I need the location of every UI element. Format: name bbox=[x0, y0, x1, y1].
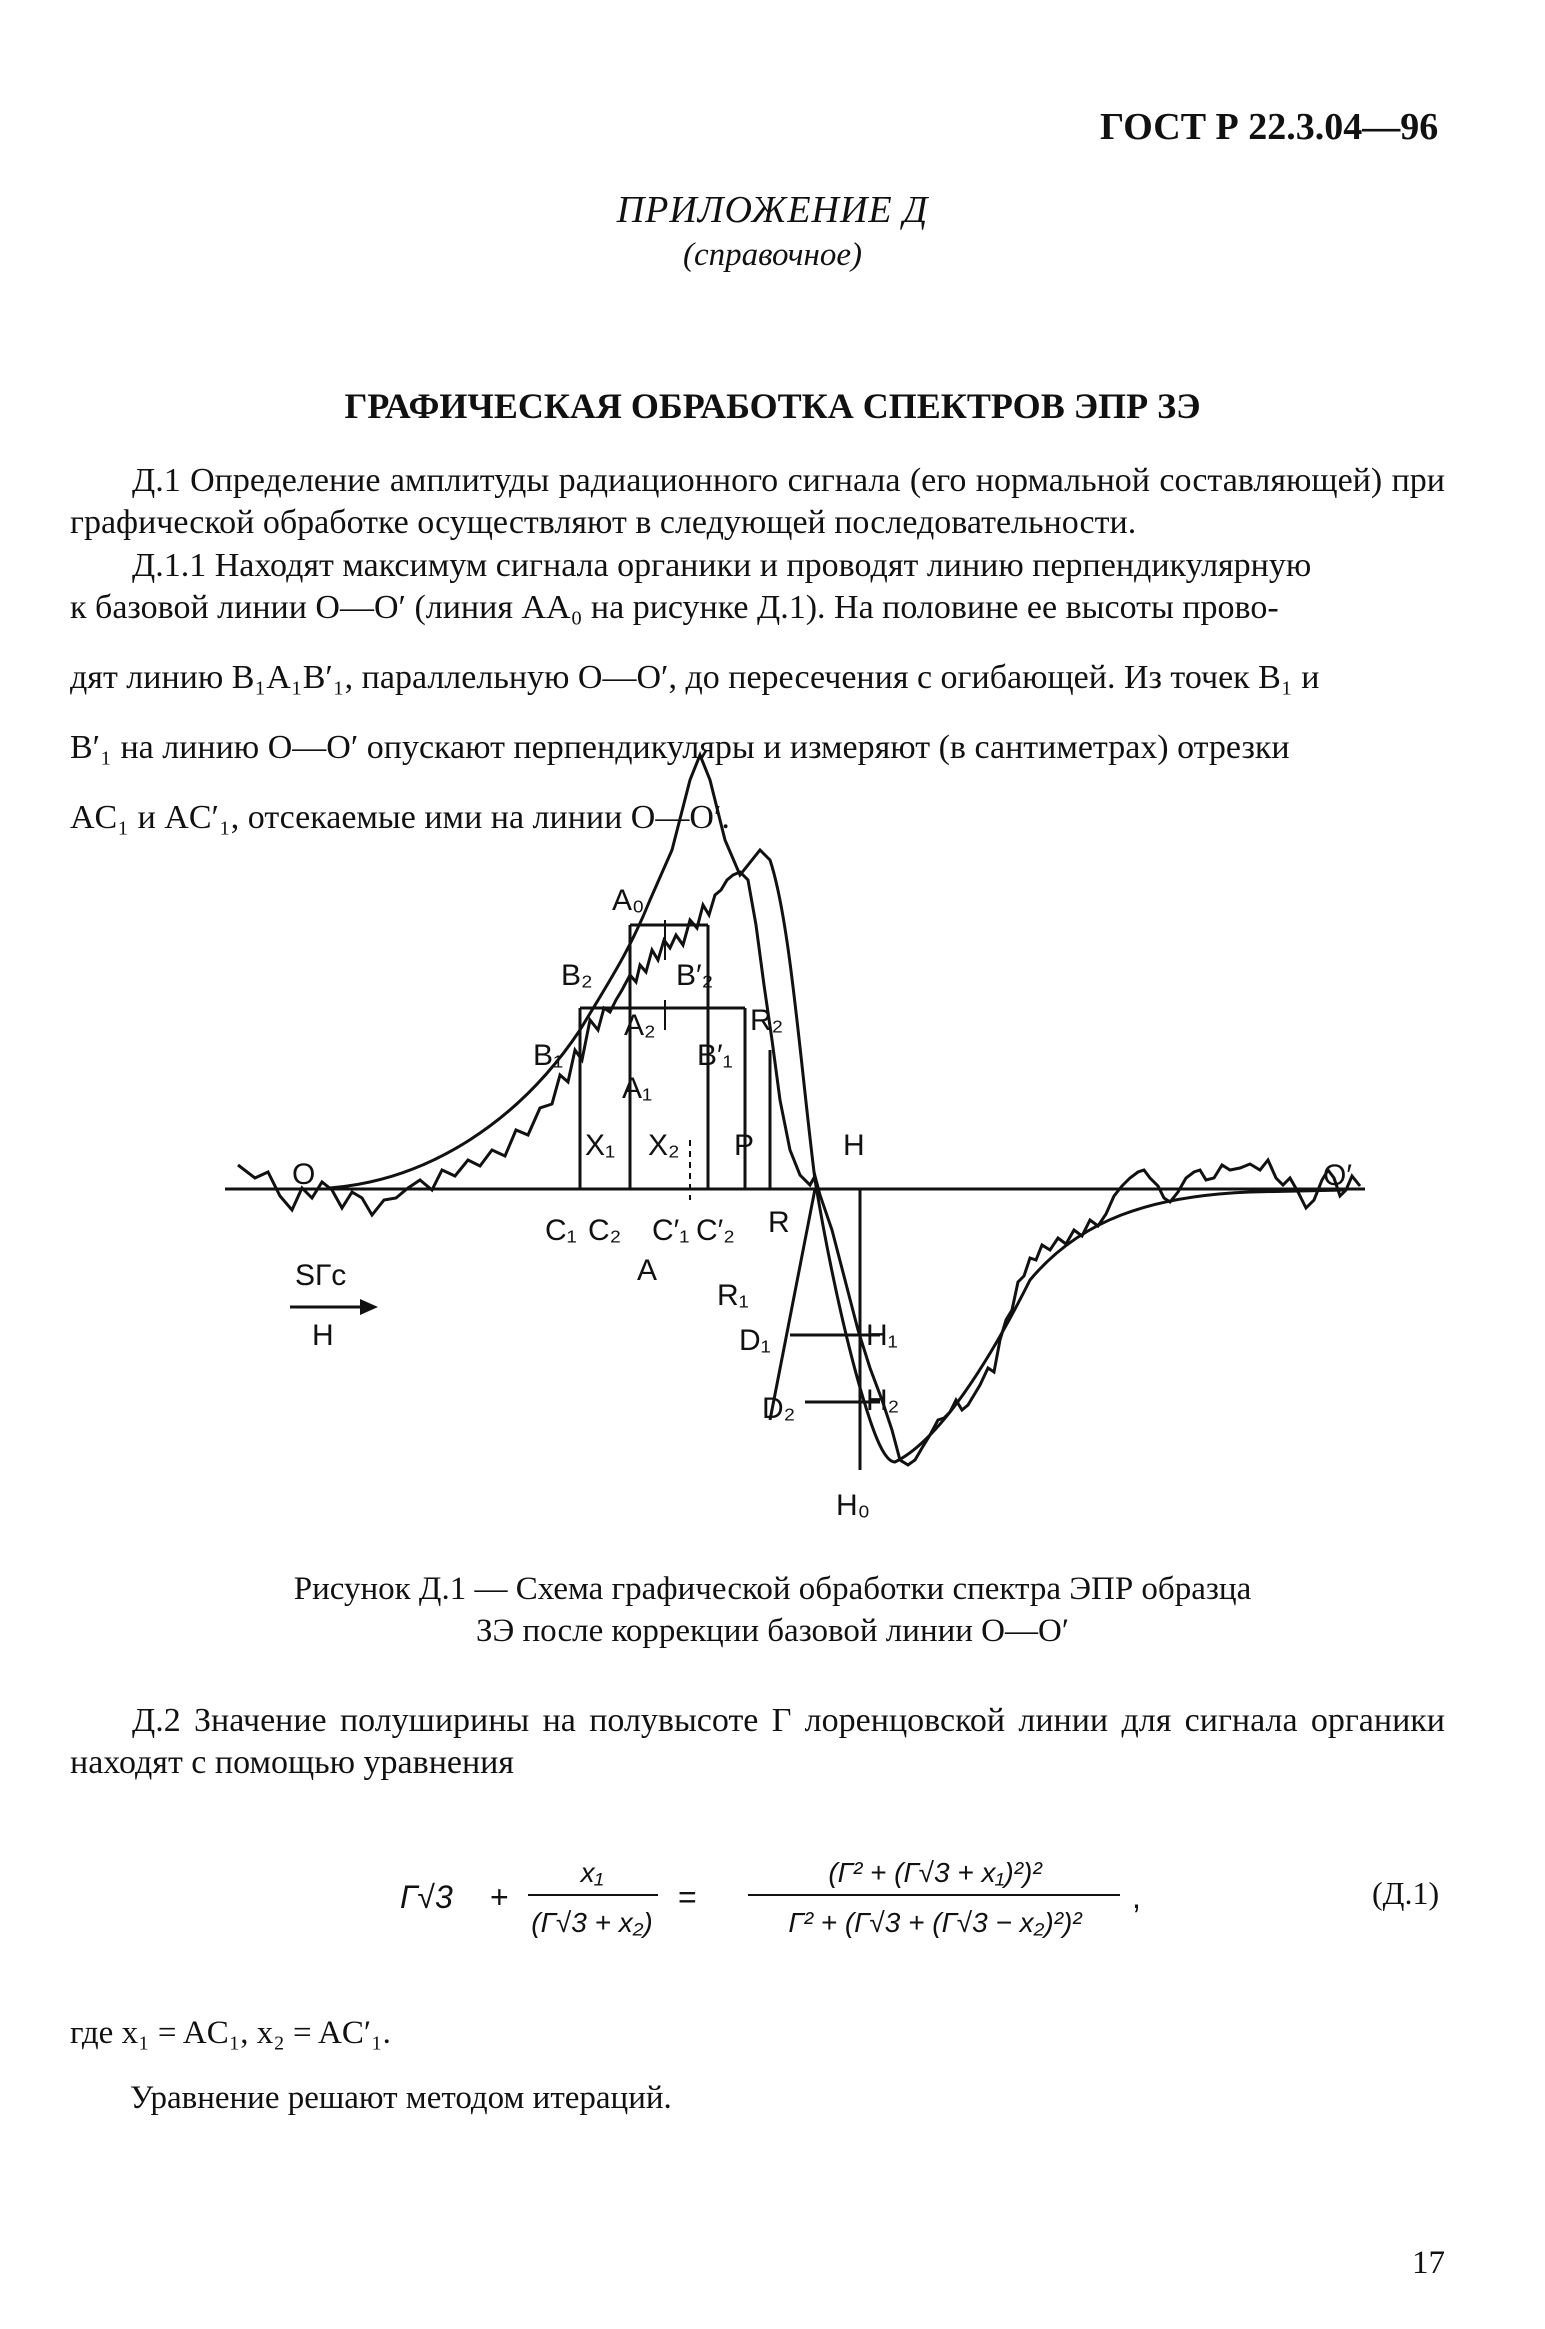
method-note: Уравнение решают методом итераций. bbox=[130, 2080, 672, 2116]
para-d11-line1: Д.1.1 Находят максимум сигнала органики и проводят линию перпендикулярную bbox=[132, 547, 1312, 584]
label-h: H bbox=[843, 1129, 865, 1162]
label-a: A bbox=[637, 1254, 658, 1287]
appendix-title: ПРИЛОЖЕНИЕ Д bbox=[616, 189, 929, 231]
label-x1: X₁ bbox=[585, 1129, 616, 1162]
eq-plus: + bbox=[490, 1879, 509, 1915]
label-a1: A₁ bbox=[622, 1072, 653, 1105]
label-d2: D₂ bbox=[762, 1392, 796, 1425]
paragraph-d2-text: Д.2 Значение полуширины на полувысоте Г лоренцовской линии для сигнала органики находят с помощью уравнения bbox=[70, 1702, 1445, 1781]
para-d11-line4: B′₁ на линию O—O′ опускают перпендикуляры и измеряют (в сантиметрах) отрезки bbox=[70, 729, 1290, 766]
eq-frac2-den: Г² + (Г√3 + (Г√3 − x₂)²)² bbox=[788, 1907, 1082, 1938]
para-d11-line5: AC₁ и AC′₁, отсекаемые ими на линии O—O′. bbox=[70, 799, 730, 836]
label-r2: R₂ bbox=[750, 1004, 784, 1037]
label-c2p: C′₂ bbox=[696, 1214, 735, 1247]
label-sgc: SГc bbox=[295, 1259, 347, 1292]
equation-d1 bbox=[390, 1850, 1450, 1940]
figure-caption bbox=[0, 1568, 1545, 1652]
spectrum-noisy-curve bbox=[238, 872, 1360, 1465]
equation-number: (Д.1) bbox=[1372, 1875, 1440, 1911]
figure-caption-line1: Рисунок Д.1 — Схема графической обработки спектра ЭПР образца bbox=[293, 1571, 1252, 1607]
appendix-kind: (справочное) bbox=[683, 237, 862, 273]
eq-frac1-num: x₁ bbox=[580, 1857, 604, 1888]
label-a2: A₂ bbox=[624, 1009, 656, 1042]
spectrum-envelope-curve bbox=[330, 755, 1345, 1462]
field-arrow-head-icon bbox=[360, 1299, 378, 1315]
eq-frac1-den: (Г√3 + x₂) bbox=[531, 1907, 653, 1938]
eq-lhs-term: Г√3 bbox=[400, 1879, 453, 1915]
label-b2p: B′₂ bbox=[676, 959, 714, 992]
label-op: O′ bbox=[1323, 1159, 1352, 1192]
label-h-field: H bbox=[312, 1319, 334, 1352]
label-c1p: C′₁ bbox=[652, 1214, 690, 1247]
standard-header: ГОСТ Р 22.3.04—96 bbox=[1100, 106, 1439, 148]
section-title: ГРАФИЧЕСКАЯ ОБРАБОТКА СПЕКТРОВ ЭПР ЗЭ bbox=[344, 386, 1201, 426]
label-d1: D₁ bbox=[739, 1324, 771, 1357]
label-a0: A₀ bbox=[612, 884, 645, 917]
label-h1: H₁ bbox=[866, 1319, 898, 1352]
label-h2: H₂ bbox=[866, 1384, 900, 1417]
label-p: P bbox=[734, 1129, 755, 1162]
where-definitions: где x₁ = AC₁, x₂ = AC′₁. bbox=[70, 2015, 391, 2051]
label-b1: B₁ bbox=[533, 1039, 564, 1072]
para-d11-line2: к базовой линии O—O′ (линия AA₀ на рисунке Д.1). На половине ее высоты прово- bbox=[70, 589, 1279, 626]
label-b2: B₂ bbox=[561, 959, 593, 992]
eq-frac2-num: (Г² + (Г√3 + x₁)²)² bbox=[828, 1857, 1042, 1888]
label-c2: C₂ bbox=[588, 1214, 622, 1247]
eq-equals: = bbox=[678, 1879, 697, 1915]
label-h0: H₀ bbox=[836, 1489, 871, 1522]
paragraph-d2 bbox=[70, 1700, 1445, 1784]
para-d11-line3: дят линию B₁A₁B′₁, параллельную O—O′, до пересечения с огибающей. Из точек B₁ и bbox=[70, 659, 1320, 696]
figure-caption-line2: ЗЭ после коррекции базовой линии O—O′ bbox=[475, 1613, 1070, 1649]
label-r: R bbox=[768, 1206, 790, 1239]
page-number: 17 bbox=[1412, 2245, 1445, 2281]
label-b1p: B′₁ bbox=[697, 1039, 733, 1072]
label-x2: X₂ bbox=[648, 1129, 680, 1162]
label-c1: C₁ bbox=[545, 1214, 577, 1247]
paragraph-d1-text: Д.1 Определение амплитуды радиационного сигнала (его нормальной составляющей) при графической обработке осуществляют в следующей последовательности. bbox=[70, 462, 1445, 541]
label-o: O bbox=[292, 1158, 316, 1191]
label-r1: R₁ bbox=[717, 1279, 749, 1312]
eq-trailing-comma: , bbox=[1132, 1879, 1141, 1915]
